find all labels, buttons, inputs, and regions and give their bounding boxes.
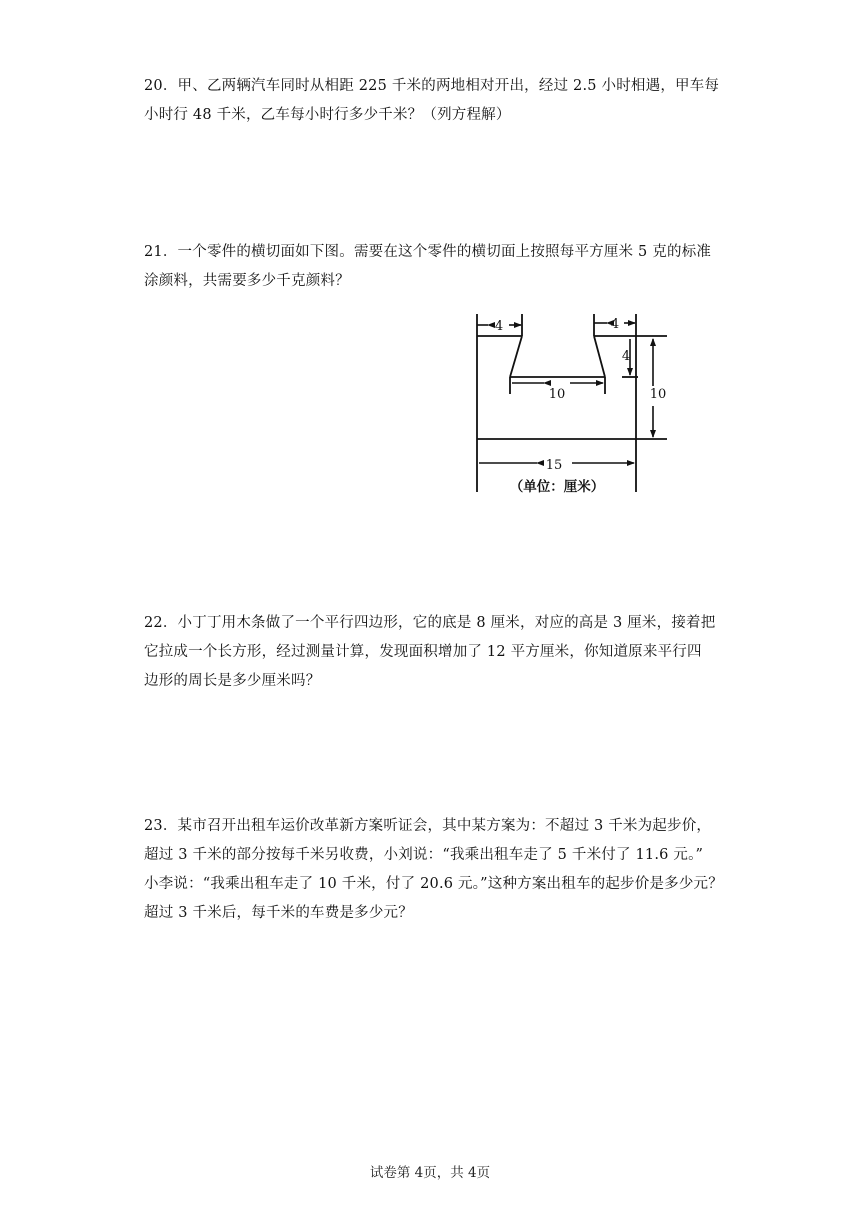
question-23 — [144, 812, 723, 928]
cross-section-figure — [462, 306, 676, 502]
question-20-line-2: 小时行 48 千米，乙车每小时行多少千米？（列方程解） — [144, 107, 511, 123]
label-top-right-width: 4 — [610, 317, 620, 332]
question-21 — [144, 238, 719, 296]
label-notch-bottom: 10 — [548, 387, 566, 402]
question-23-line-4: 超过 3 千米后，每千米的车费是多少元？ — [144, 905, 413, 921]
question-22 — [144, 609, 719, 696]
question-23-line-3: 小李说：“我乘出租车走了 10 千米，付了 20.6 元。”这种方案出租车的起步价是多少元？ — [144, 876, 723, 892]
question-22-line-3: 边形的周长是多少厘米吗？ — [144, 673, 321, 689]
label-top-left-width: 4 — [494, 319, 504, 334]
question-22-line-2: 它拉成一个长方形，经过测量计算，发现面积增加了 12 平方厘米，你知道原来平行四 — [144, 644, 702, 660]
question-20 — [144, 72, 719, 130]
question-21-line-2: 涂颜料，共需要多少千克颜料？ — [144, 273, 350, 289]
label-notch-depth: 4 — [621, 349, 631, 364]
question-23-line-1: 23．某市召开出租车运价改革新方案听证会，其中某方案为：不超过 3 千米为起步价， — [144, 818, 712, 834]
label-unit: （单位：厘米） — [509, 479, 605, 495]
question-23-line-2: 超过 3 千米的部分按每千米另收费，小刘说：“我乘出租车走了 5 千米付了 11.6 元。” — [144, 847, 704, 863]
question-20-line-1: 20．甲、乙两辆汽车同时从相距 225 千米的两地相对开出，经过 2.5 小时相遇，甲车每 — [144, 78, 720, 94]
page-footer: 试卷第 4页，共 4页 — [369, 1165, 491, 1181]
label-base: 15 — [545, 458, 563, 473]
label-height: 10 — [649, 387, 667, 402]
question-22-line-1: 22．小丁丁用木条做了一个平行四边形，它的底是 8 厘米，对应的高是 3 厘米，接着把 — [144, 615, 716, 631]
question-21-line-1: 21．一个零件的横切面如下图。需要在这个零件的横切面上按照每平方厘米 5 克的标准 — [144, 244, 712, 260]
part-outline — [477, 314, 667, 492]
